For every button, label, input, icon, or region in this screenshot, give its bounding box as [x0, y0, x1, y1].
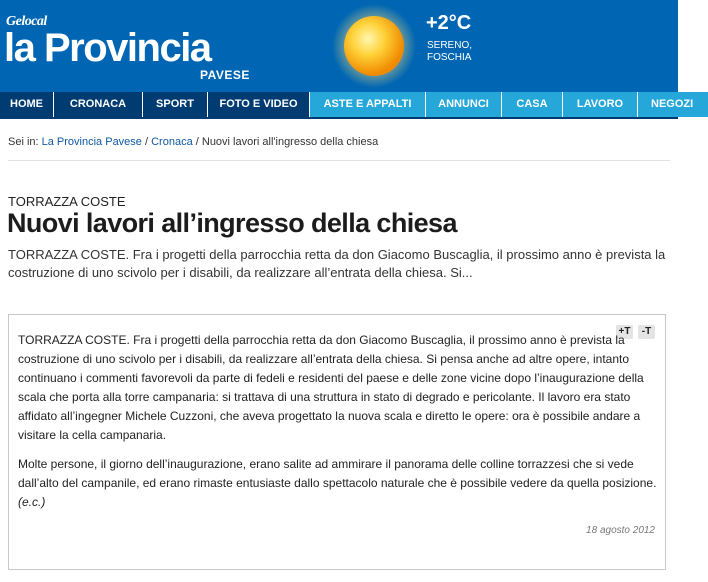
- nav-item-casa[interactable]: CASA: [502, 92, 563, 117]
- site-logo[interactable]: la Provincia: [4, 26, 211, 70]
- nav-item-annunci[interactable]: ANNUNCI: [426, 92, 502, 117]
- nav-divider: [0, 117, 678, 119]
- article-paragraph-1: TORRAZZA COSTE. Fra i progetti della parrocchia retta da don Giacomo Buscaglia, il prossimo anno è prevista la costruzione di uno scivolo per i disabili, da realizzare all’entrata della chiesa. Si pensa anche ad altre opere, intanto continuano i commenti favorevoli da parte di fedeli e residenti del paese e delle zone vicine dopo l’inaugurazione della scala che porta alla torre campanaria: si trattava di una struttura in stato di degrado e pericolante. Il lavoro era stato affidato all’ingegner Michele Cuzzoni, che aveva progettato la nuova scala e diretto le opere: ora è possibile andare a visitare la cella campanaria.: [18, 333, 644, 442]
- site-logo-subtitle: PAVESE: [200, 68, 250, 82]
- breadcrumb-separator: /: [144, 136, 149, 148]
- sun-icon: [330, 4, 418, 88]
- nav-item-foto-video[interactable]: FOTO E VIDEO: [208, 92, 310, 117]
- main-nav: [0, 92, 694, 117]
- article-paragraph-2: [18, 455, 658, 512]
- nav-item-cronaca[interactable]: CRONACA: [54, 92, 143, 117]
- breadcrumb-current: Nuovi lavori all'ingresso della chiesa: [201, 136, 379, 148]
- breadcrumb-section-link[interactable]: Cronaca: [151, 136, 193, 148]
- divider: [8, 160, 670, 161]
- breadcrumb: [8, 136, 378, 148]
- article-summary: TORRAZZA COSTE. Fra i progetti della parrocchia retta da don Giacomo Buscaglia, il prossimo anno è prevista la costruzione di uno scivolo per i disabili, da realizzare all’entrata della chiesa. Si...: [8, 247, 666, 280]
- nav-item-aste-appalti[interactable]: ASTE E APPALTI: [310, 92, 426, 117]
- site-header: [0, 0, 678, 92]
- font-increase-button[interactable]: +T: [616, 325, 633, 339]
- nav-item-lavoro[interactable]: LAVORO: [563, 92, 638, 117]
- breadcrumb-prefix: Sei in:: [8, 136, 39, 148]
- article-paragraph-2-text: Molte persone, il giorno dell’inaugurazione, erano salite ad ammirare il panorama delle colline torrazzesi che si vede dall’alto del campanile, ed erano rimaste entusiaste dallo spettacolo naturale che è possibile vedere da quella posizione.: [18, 457, 657, 490]
- article-author: (e.c.): [18, 495, 46, 509]
- weather-line-2: FOSCHIA: [427, 52, 472, 63]
- font-decrease-button[interactable]: -T: [638, 325, 655, 339]
- article-kicker: TORRAZZA COSTE: [8, 194, 126, 209]
- article-body-box: [8, 314, 666, 570]
- weather-line-1: SERENO,: [427, 40, 473, 51]
- nav-item-negozi[interactable]: NEGOZI: [638, 92, 708, 117]
- nav-item-home[interactable]: HOME: [0, 92, 54, 117]
- gelocal-logo[interactable]: Gelocal: [6, 14, 47, 29]
- article-date: 18 agosto 2012: [586, 525, 655, 536]
- nav-item-sport[interactable]: SPORT: [143, 92, 208, 117]
- weather-temperature: +2°C: [426, 12, 472, 34]
- article-title: Nuovi lavori all’ingresso della chiesa: [7, 208, 457, 238]
- weather-description: [427, 40, 497, 64]
- breadcrumb-home-link[interactable]: La Provincia Pavese: [41, 136, 142, 148]
- breadcrumb-separator: /: [195, 136, 199, 148]
